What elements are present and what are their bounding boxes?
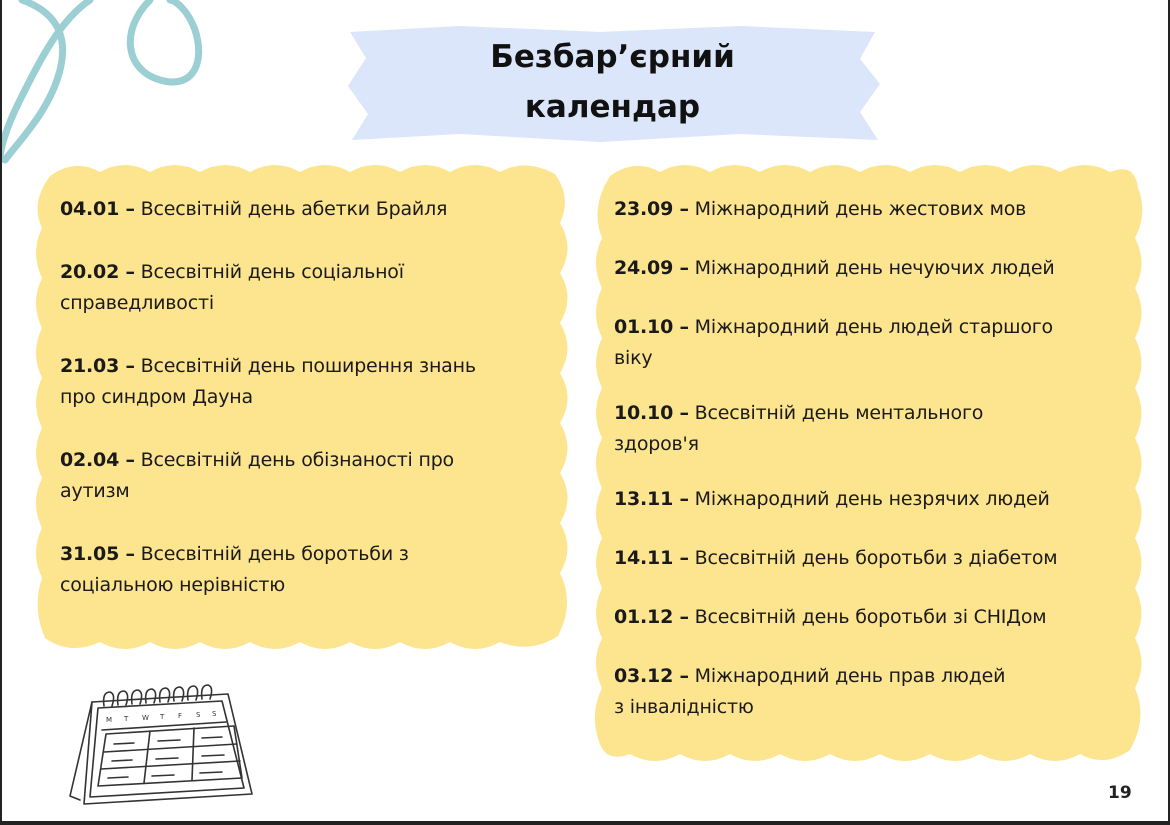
- event-text-cont: про синдром Дауна: [60, 386, 253, 408]
- weekday-letter: W: [142, 714, 149, 722]
- event-text: Всесвітній день абетки Брайля: [140, 198, 448, 220]
- event-date: 14.11 –: [614, 547, 689, 569]
- event-text: Міжнародний день жестових мов: [694, 198, 1027, 220]
- list-item: [614, 661, 1134, 723]
- event-text: Міжнародний день незрячих людей: [694, 488, 1050, 510]
- weekday-letter: T: [160, 713, 165, 721]
- list-item: [614, 602, 1134, 633]
- title-line-2: календар: [524, 89, 701, 125]
- list-item: [614, 253, 1134, 284]
- page-number: 19: [1108, 783, 1132, 803]
- desk-calendar-icon: [62, 676, 262, 816]
- event-text: Всесвітній день ментального: [694, 402, 984, 424]
- list-item: [614, 484, 1134, 515]
- event-text: Всесвітній день соціальної: [140, 261, 404, 283]
- swirl-decoration: [0, 0, 220, 170]
- weekday-letter: F: [178, 712, 183, 720]
- event-text: Всесвітній день поширення знань: [140, 355, 476, 377]
- event-text-cont: віку: [614, 347, 653, 369]
- weekday-letter: S: [212, 710, 217, 718]
- event-text: Всесвітній день боротьби зі СНІДом: [694, 606, 1047, 628]
- event-date: 04.01 –: [60, 198, 135, 220]
- list-item: [614, 543, 1134, 574]
- event-date: 01.10 –: [614, 316, 689, 338]
- weekday-letter: T: [124, 715, 129, 723]
- weekday-letter: S: [196, 711, 201, 719]
- page-title: [340, 32, 885, 132]
- left-events-list: [60, 194, 560, 633]
- event-date: 01.12 –: [614, 606, 689, 628]
- list-item: [60, 445, 560, 507]
- list-item: [614, 398, 1134, 460]
- event-text: Всесвітній день обізнаності про: [140, 449, 454, 471]
- event-text: Міжнародний день прав людей: [694, 665, 1006, 687]
- event-date: 10.10 –: [614, 402, 689, 424]
- event-text-cont: соціальною нерівністю: [60, 574, 286, 596]
- event-date: 03.12 –: [614, 665, 689, 687]
- list-item: [60, 539, 560, 601]
- event-date: 02.04 –: [60, 449, 135, 471]
- event-date: 20.02 –: [60, 261, 135, 283]
- list-item: [614, 194, 1134, 225]
- event-text: Всесвітній день боротьби з діабетом: [694, 547, 1058, 569]
- event-text-cont: здоров'я: [614, 433, 699, 455]
- event-text-cont: справедливості: [60, 292, 214, 314]
- event-text-cont: аутизм: [60, 480, 130, 502]
- event-date: 24.09 –: [614, 257, 689, 279]
- title-line-1: Безбар’єрний: [490, 39, 735, 75]
- list-item: [60, 351, 560, 413]
- event-date: 13.11 –: [614, 488, 689, 510]
- event-text-cont: з інвалідністю: [614, 696, 754, 718]
- event-date: 23.09 –: [614, 198, 689, 220]
- event-text: Всесвітній день боротьби з: [140, 543, 409, 565]
- list-item: [60, 194, 560, 225]
- event-date: 31.05 –: [60, 543, 135, 565]
- event-text: Міжнародний день нечуючих людей: [694, 257, 1055, 279]
- event-text: Міжнародний день людей старшого: [694, 316, 1053, 338]
- event-date: 21.03 –: [60, 355, 135, 377]
- weekday-letter: M: [106, 716, 113, 724]
- list-item: [614, 312, 1134, 374]
- list-item: [60, 257, 560, 319]
- right-events-list: [614, 194, 1134, 751]
